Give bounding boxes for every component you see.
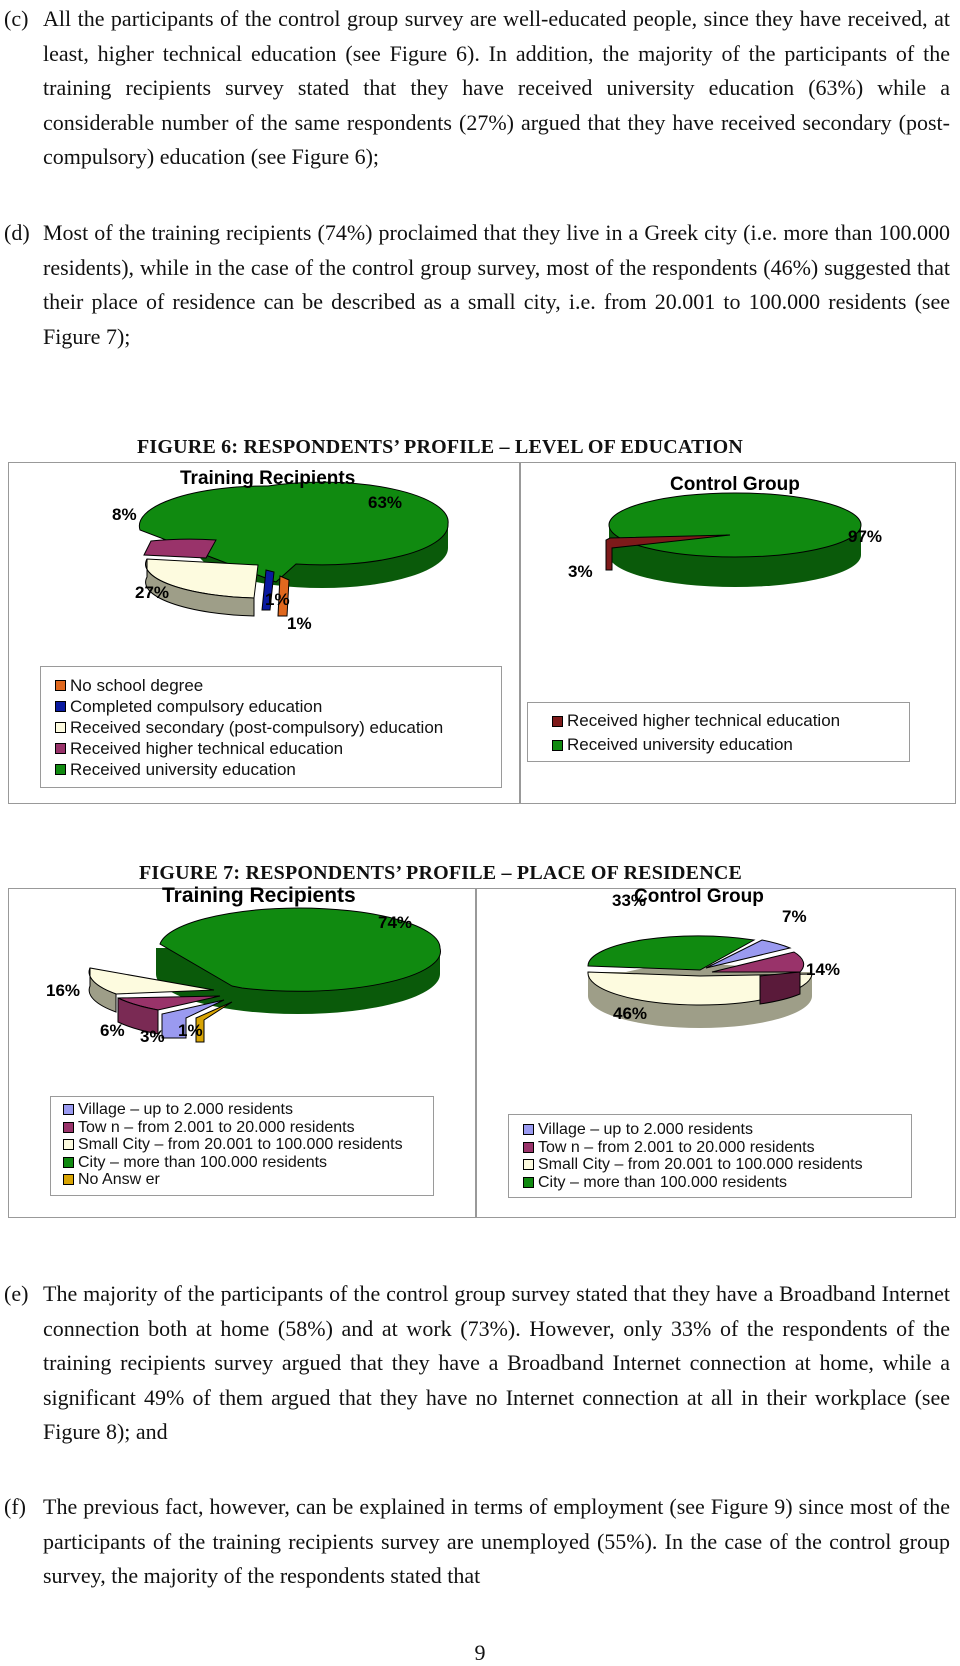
figure-6-left-subtitle: Training Recipients [180,468,356,489]
pie-slice-university [609,493,861,557]
legend-item [523,1139,911,1157]
legend-label: Village – up to 2.000 residents [78,1101,293,1118]
swatch-compulsory [55,701,66,712]
pie-label-village: 7% [782,907,807,926]
figure-6-right-subtitle: Control Group [670,474,800,495]
pie-label-compulsory: 1% [265,590,290,609]
figure-6-left-legend [40,666,502,788]
legend-label: City – more than 100.000 residents [78,1153,328,1171]
legend-item [552,709,909,733]
pie-label-higher-technical: 8% [112,505,137,524]
pie-label-secondary: 27% [135,583,170,602]
swatch-city [523,1177,534,1188]
paragraph-e [0,1277,950,1452]
legend-label: Village – up to 2.000 residents [538,1121,753,1138]
swatch-no-answer [63,1174,74,1185]
paragraph-text: The majority of the participants of the control group survey stated that they have a Broadband Internet connection both at home (58%) and at work (73%). However, only 33% of the respondents of the training recipients survey argued that they have a Broadband Internet connection at home, while a significant 49% of them argued that they have no Internet connection at all in their workplace (see Figure 8); and [43,1281,950,1444]
pie-label-small-city: 46% [613,1004,648,1023]
swatch-small-city [523,1159,534,1170]
pie-label-university: 63% [368,493,403,512]
paragraph-d [0,216,950,356]
legend-label: Tow n – from 2.001 to 20.000 residents [538,1138,815,1156]
legend-item [523,1174,911,1192]
legend-item [63,1136,433,1154]
pie-label-city: 33% [612,891,647,910]
legend-item [55,696,501,717]
legend-item [63,1171,433,1189]
legend-label: Received higher technical education [567,711,841,730]
legend-item [55,717,501,738]
swatch-town [63,1122,74,1133]
pie-label-higher-technical: 3% [568,562,593,581]
swatch-village [523,1124,534,1135]
pie-label-town: 14% [806,960,841,979]
swatch-no-school [55,680,66,691]
paragraph-c [0,2,950,177]
legend-label: Received higher technical education [70,739,344,758]
swatch-secondary [55,722,66,733]
legend-label: Tow n – from 2.001 to 20.000 residents [78,1118,355,1136]
swatch-town [523,1142,534,1153]
pie-label-small-city: 16% [46,981,81,1000]
figure-7-left-legend [50,1096,434,1196]
legend-item [552,733,909,757]
paragraph-marker: (c) [4,6,29,31]
paragraph-marker: (d) [4,220,30,245]
legend-item [63,1154,433,1172]
legend-item [523,1121,911,1139]
legend-item [55,675,501,696]
pie-right-education [606,493,861,587]
legend-label: Completed compulsory education [70,697,323,716]
figure-7-title: FIGURE 7: RESPONDENTS’ PROFILE – PLACE OF RESIDENCE [139,862,743,884]
pie-label-village: 3% [140,1027,165,1046]
swatch-university [55,764,66,775]
swatch-small-city [63,1139,74,1150]
paragraph-f [0,1490,950,1600]
paragraph-text: All the participants of the control group survey are well-educated people, since they have received, at least, higher technical education (see Figure 6). In addition, the majority of the participants of the training recipients survey stated that they have received university education (63%) while a considerable number of the same respondents (27%) argued that they have received secondary (post-compulsory) education (see Figure 6); [43,6,950,169]
legend-label: No school degree [70,676,204,695]
pie-slice-city [588,936,754,970]
figure-7-right-subtitle: Control Group [634,886,764,907]
legend-label: Received university education [70,760,296,779]
pie-label-university: 97% [848,527,883,546]
paragraph-marker: (f) [4,1494,26,1519]
swatch-higher-technical [552,716,563,727]
swatch-higher-technical [55,743,66,754]
legend-item [63,1119,433,1137]
figure-6-right-legend [527,702,910,762]
pie-label-city: 74% [378,913,413,932]
figure-6-title: FIGURE 6: RESPONDENTS’ PROFILE – LEVEL OF EDUCATION [137,436,744,458]
swatch-university [552,740,563,751]
legend-item [55,738,501,759]
legend-item [523,1156,911,1174]
legend-item [63,1101,433,1119]
swatch-village [63,1104,74,1115]
pie-label-town: 6% [100,1021,125,1040]
figure-7-left-subtitle: Training Recipients [162,886,356,907]
legend-label: Small City – from 20.001 to 100.000 residents [78,1136,403,1153]
paragraph-text: Most of the training recipients (74%) proclaimed that they live in a Greek city (i.e. more than 100.000 residents), while in the case of the control group survey, most of the respondents (46%) suggested that their place of residence can be described as a small city, i.e. from 20.001 to 100.000 residents (see Figure 7); [43,220,950,349]
legend-label: City – more than 100.000 residents [538,1173,788,1191]
swatch-city [63,1157,74,1168]
legend-item [55,759,501,780]
pie-slice-higher-technical [144,539,216,558]
paragraph-marker: (e) [4,1281,29,1306]
legend-label: Received secondary (post-compulsory) education [70,718,444,737]
legend-label: Received university education [567,735,793,754]
legend-label: Small City – from 20.001 to 100.000 residents [538,1156,863,1173]
legend-label: No Answ er [78,1171,160,1188]
paragraph-text: The previous fact, however, can be explained in terms of employment (see Figure 9) since most of the participants of the training recipients survey are unemployed (55%). In the case of the control group survey, the majority of the respondents stated that [43,1494,950,1588]
page-number: 9 [474,1640,486,1665]
figure-7-right-legend [508,1114,912,1198]
pie-label-no-school: 1% [287,614,312,633]
pie-label-no-answer: 1% [178,1021,203,1040]
